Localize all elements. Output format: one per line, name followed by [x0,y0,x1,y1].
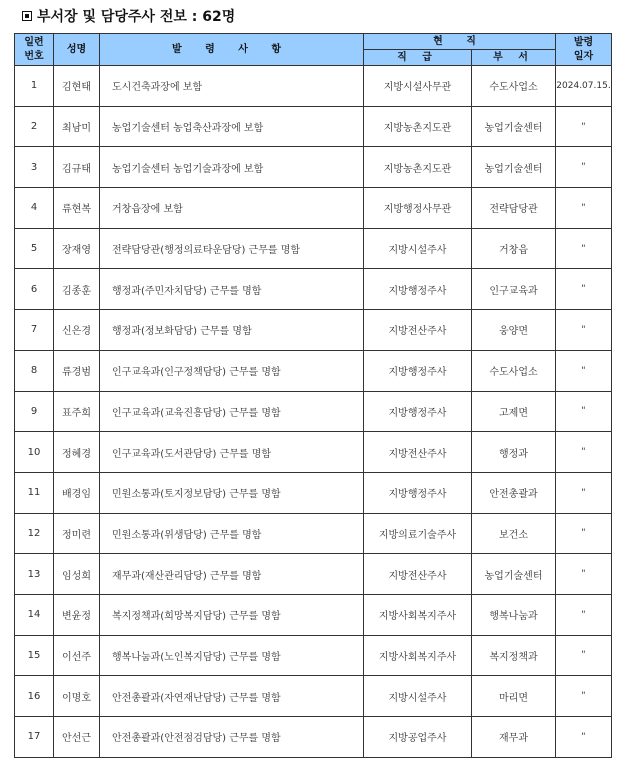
row-rank: 지방전산주사 [364,554,472,595]
row-dept: 농업기술센터 [472,554,556,595]
header-seq: 일련 번호 [15,34,54,66]
personnel-table [14,33,612,758]
table-row [15,228,612,269]
row-action: 재무과(재산관리담당) 근무를 명함 [100,554,364,595]
row-number: 7 [15,310,54,351]
table-row [15,350,612,391]
row-date: " [556,147,612,188]
row-dept: 웅양면 [472,310,556,351]
row-name: 배경임 [54,472,100,513]
square-bullet-icon [22,11,32,21]
row-action: 복지정책과(희망복지담당) 근무를 명함 [100,594,364,635]
row-number: 12 [15,513,54,554]
row-rank: 지방시설주사 [364,676,472,717]
row-date: " [556,228,612,269]
header-rank: 직 급 [364,50,472,66]
row-name: 장재영 [54,228,100,269]
row-date: " [556,106,612,147]
row-number: 2 [15,106,54,147]
row-date: " [556,472,612,513]
row-action: 민원소통과(토지정보담당) 근무를 명함 [100,472,364,513]
row-dept: 재무과 [472,717,556,758]
row-action: 거창읍장에 보함 [100,188,364,229]
row-name: 김종훈 [54,269,100,310]
row-date: " [556,513,612,554]
row-date: " [556,676,612,717]
row-action: 농업기술센터 농업축산과장에 보함 [100,106,364,147]
row-number: 3 [15,147,54,188]
row-action: 농업기술센터 농업기술과장에 보함 [100,147,364,188]
table-row [15,147,612,188]
table-row [15,310,612,351]
table-row [15,66,612,107]
row-number: 13 [15,554,54,595]
table-row [15,106,612,147]
row-date: " [556,391,612,432]
row-number: 9 [15,391,54,432]
row-rank: 지방행정주사 [364,472,472,513]
row-action: 행정과(주민자치담당) 근무를 명함 [100,269,364,310]
row-dept: 수도사업소 [472,66,556,107]
row-rank: 지방시설사무관 [364,66,472,107]
row-name: 표주희 [54,391,100,432]
row-action: 민원소통과(위생담당) 근무를 명함 [100,513,364,554]
row-name: 안선근 [54,717,100,758]
row-number: 6 [15,269,54,310]
row-dept: 농업기술센터 [472,106,556,147]
row-dept: 행정과 [472,432,556,473]
row-action: 인구교육과(도서관담당) 근무를 명함 [100,432,364,473]
row-action: 안전총괄과(자연재난담당) 근무를 명함 [100,676,364,717]
row-number: 15 [15,635,54,676]
row-action: 안전총괄과(안전점검담당) 근무를 명함 [100,717,364,758]
row-number: 4 [15,188,54,229]
row-rank: 지방전산주사 [364,432,472,473]
row-name: 신은경 [54,310,100,351]
row-action: 도시건축과장에 보함 [100,66,364,107]
header-date: 발령 일자 [556,34,612,66]
row-name: 류경범 [54,350,100,391]
table-row [15,188,612,229]
row-rank: 지방농촌지도관 [364,147,472,188]
row-name: 정혜경 [54,432,100,473]
row-date: " [556,350,612,391]
table-row [15,269,612,310]
row-date: " [556,717,612,758]
row-dept: 전략담당관 [472,188,556,229]
row-dept: 거창읍 [472,228,556,269]
row-dept: 인구교육과 [472,269,556,310]
row-dept: 수도사업소 [472,350,556,391]
table-row [15,472,612,513]
row-name: 김규태 [54,147,100,188]
table-body [15,66,612,758]
row-number: 1 [15,66,54,107]
row-number: 11 [15,472,54,513]
row-number: 16 [15,676,54,717]
row-date: " [556,554,612,595]
row-name: 변윤정 [54,594,100,635]
row-rank: 지방행정주사 [364,350,472,391]
header-current: 현 직 [364,34,556,50]
table-row [15,513,612,554]
table-row [15,717,612,758]
row-name: 이명호 [54,676,100,717]
row-date: " [556,635,612,676]
row-name: 김현태 [54,66,100,107]
row-dept: 행복나눔과 [472,594,556,635]
table-row [15,391,612,432]
row-action: 인구교육과(인구정책담당) 근무를 명함 [100,350,364,391]
row-action: 행복나눔과(노인복지담당) 근무를 명함 [100,635,364,676]
table-row [15,432,612,473]
row-action: 인구교육과(교육진흥담당) 근무를 명함 [100,391,364,432]
row-name: 이선주 [54,635,100,676]
row-name: 최남미 [54,106,100,147]
row-name: 류현복 [54,188,100,229]
row-number: 8 [15,350,54,391]
row-date: " [556,188,612,229]
row-date: " [556,269,612,310]
row-rank: 지방의료기술주사 [364,513,472,554]
row-date: " [556,432,612,473]
row-date: 2024.07.15. [556,66,612,107]
row-number: 5 [15,228,54,269]
row-dept: 안전총괄과 [472,472,556,513]
row-number: 10 [15,432,54,473]
row-number: 17 [15,717,54,758]
row-name: 임성희 [54,554,100,595]
header-action: 발 령 사 항 [100,34,364,66]
row-dept: 고제면 [472,391,556,432]
row-rank: 지방행정주사 [364,269,472,310]
document-title: 부서장 및 담당주사 전보 : 62명 [22,6,235,26]
table-row [15,594,612,635]
row-dept: 농업기술센터 [472,147,556,188]
header-name: 성명 [54,34,100,66]
row-dept: 복지정책과 [472,635,556,676]
row-date: " [556,594,612,635]
row-dept: 마리면 [472,676,556,717]
header-dept: 부 서 [472,50,556,66]
row-date: " [556,310,612,351]
row-rank: 지방행정사무관 [364,188,472,229]
row-rank: 지방공업주사 [364,717,472,758]
row-rank: 지방전산주사 [364,310,472,351]
row-rank: 지방행정주사 [364,391,472,432]
table-row [15,554,612,595]
table-row [15,635,612,676]
table-row [15,676,612,717]
row-rank: 지방사회복지주사 [364,635,472,676]
row-number: 14 [15,594,54,635]
row-action: 전략담당관(행정의료타운담당) 근무를 명함 [100,228,364,269]
row-rank: 지방사회복지주사 [364,594,472,635]
row-name: 정미련 [54,513,100,554]
row-rank: 지방농촌지도관 [364,106,472,147]
row-rank: 지방시설주사 [364,228,472,269]
row-dept: 보건소 [472,513,556,554]
row-action: 행정과(정보화담당) 근무를 명함 [100,310,364,351]
